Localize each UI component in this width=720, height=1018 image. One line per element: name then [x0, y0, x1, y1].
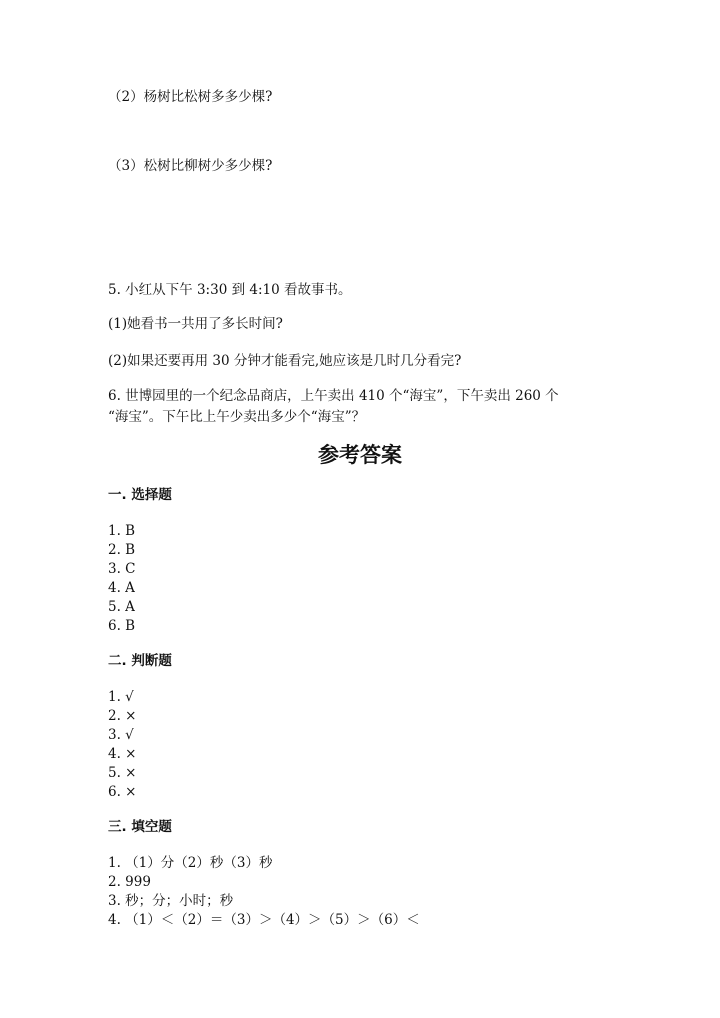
section-heading-fill-in: 三. 填空题 — [108, 819, 172, 835]
answer-item: 6. B — [108, 618, 136, 634]
answer-item: 1. √ — [108, 689, 134, 705]
answer-item: 4. A — [108, 580, 135, 596]
section-heading-judgement: 二. 判断题 — [108, 653, 172, 669]
question-6-line-2: “海宝”。下午比上午少卖出多少个“海宝”？ — [108, 409, 366, 425]
answer-key-title: 参考答案 — [318, 442, 402, 467]
answer-item: 1. B — [108, 523, 136, 539]
answer-item: 2. 999 — [108, 874, 151, 890]
question-5-part-2: (2)如果还要再用 30 分钟才能看完,她应该是几时几分看完? — [108, 353, 462, 369]
answer-item: 3. √ — [108, 727, 134, 743]
question-5-part-1: (1)她看书一共用了多长时间? — [108, 316, 283, 332]
question-4-part-2: （2）杨树比松树多多少棵? — [108, 89, 273, 105]
answer-item: 6. × — [108, 784, 137, 800]
answer-item: 4. × — [108, 746, 137, 762]
answer-item: 3. 秒；分；小时；秒 — [108, 893, 234, 909]
question-6-line-1: 6. 世博园里的一个纪念品商店，上午卖出 410 个“海宝”，下午卖出 260 个 — [108, 388, 559, 404]
question-4-part-3: （3）松树比柳树少多少棵? — [108, 158, 273, 174]
section-heading-choice: 一. 选择题 — [108, 487, 172, 503]
answer-item: 1. （1）分（2）秒（3）秒 — [108, 855, 273, 871]
answer-item: 2. B — [108, 542, 136, 558]
question-5-stem: 5. 小红从下午 3:30 到 4:10 看故事书。 — [108, 282, 352, 298]
answer-item: 2. × — [108, 708, 137, 724]
answer-item: 3. C — [108, 561, 136, 577]
answer-item: 4. （1）＜（2）＝（3）＞（4）＞（5）＞（6）＜ — [108, 912, 420, 928]
answer-item: 5. × — [108, 765, 137, 781]
answer-item: 5. A — [108, 599, 135, 615]
